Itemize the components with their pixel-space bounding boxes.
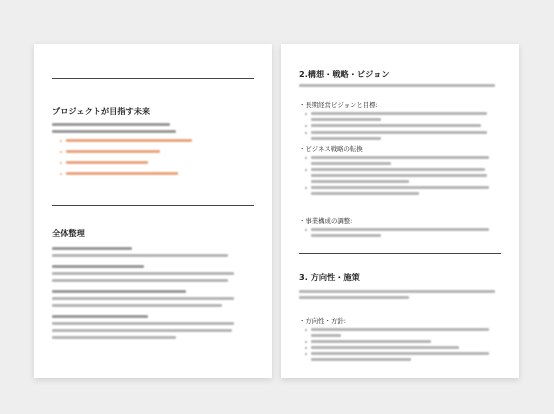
section-heading-overview: 全体整理	[52, 228, 85, 238]
subheading-policy: ・方向性・方針:	[299, 317, 346, 325]
subheading-business-structure: ・事業構成の調整:	[299, 217, 353, 225]
top-divider	[52, 78, 254, 79]
middle-divider	[52, 205, 254, 206]
right-divider	[299, 253, 501, 254]
subheading-long-term-vision: ・長期経営ビジョンと目標:	[299, 101, 378, 109]
document-page-right	[281, 44, 519, 378]
section-heading-vision: 2.構想・戦略・ビジョン	[299, 69, 390, 79]
subheading-strategy-shift: ・ビジネス戦略の転換	[299, 145, 363, 153]
section-heading-future: プロジェクトが目指す未来	[52, 106, 151, 116]
section-heading-direction: 3. 方向性・施策	[299, 272, 360, 282]
document-page-left	[34, 44, 272, 378]
